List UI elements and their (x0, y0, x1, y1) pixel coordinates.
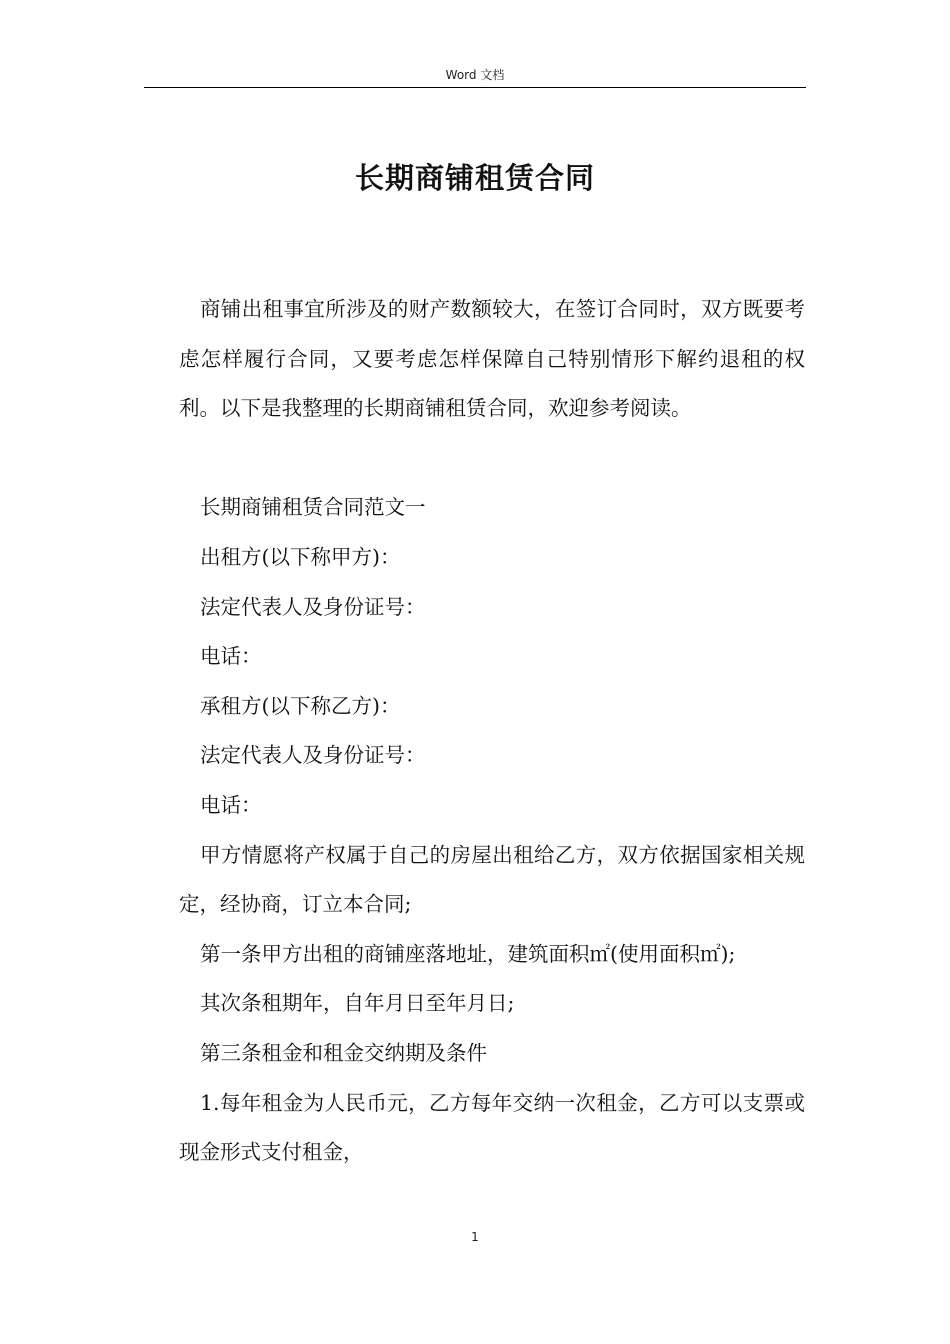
lessor-phone-field: 电话： (200, 644, 262, 669)
page-header: Word 文档 (445, 68, 505, 82)
lessee-phone-field: 电话： (200, 792, 262, 817)
agreement-preamble: 甲方情愿将产权属于自己的房屋出租给乙方，双方依据国家相关规定，经协商，订立本合同; (179, 842, 805, 917)
article-two: 其次条租期年，自年月日至年月日; (200, 991, 515, 1016)
intro-paragraph: 商铺出租事宜所涉及的财产数额较大，在签订合同时，双方既要考虑怎样履行合同，又要考虑怎样保障自己特别情形下解约退租的权利。以下是我整理的长期商铺租赁合同，欢迎参考阅读。 (179, 297, 805, 421)
page-number: 1 (471, 1230, 479, 1244)
lessor-field: 出租方(以下称甲方)： (200, 544, 401, 569)
article-one: 第一条甲方出租的商铺座落地址，建筑面积㎡(使用面积㎡); (200, 941, 736, 966)
contract-heading: 长期商铺租赁合同范文一 (200, 495, 426, 520)
lessee-field: 承租方(以下称乙方)： (200, 693, 401, 718)
lessor-representative-field: 法定代表人及身份证号： (200, 594, 426, 619)
document-title: 长期商铺租赁合同 (354, 161, 595, 195)
article-three: 第三条租金和租金交纳期及条件 (200, 1040, 487, 1065)
lessee-representative-field: 法定代表人及身份证号： (200, 743, 426, 768)
document-body (179, 285, 805, 1178)
article-three-clause-one: 1.每年租金为人民币元，乙方每年交纳一次租金，乙方可以支票或现金形式支付租金， (179, 1090, 805, 1165)
header-divider (144, 87, 806, 88)
